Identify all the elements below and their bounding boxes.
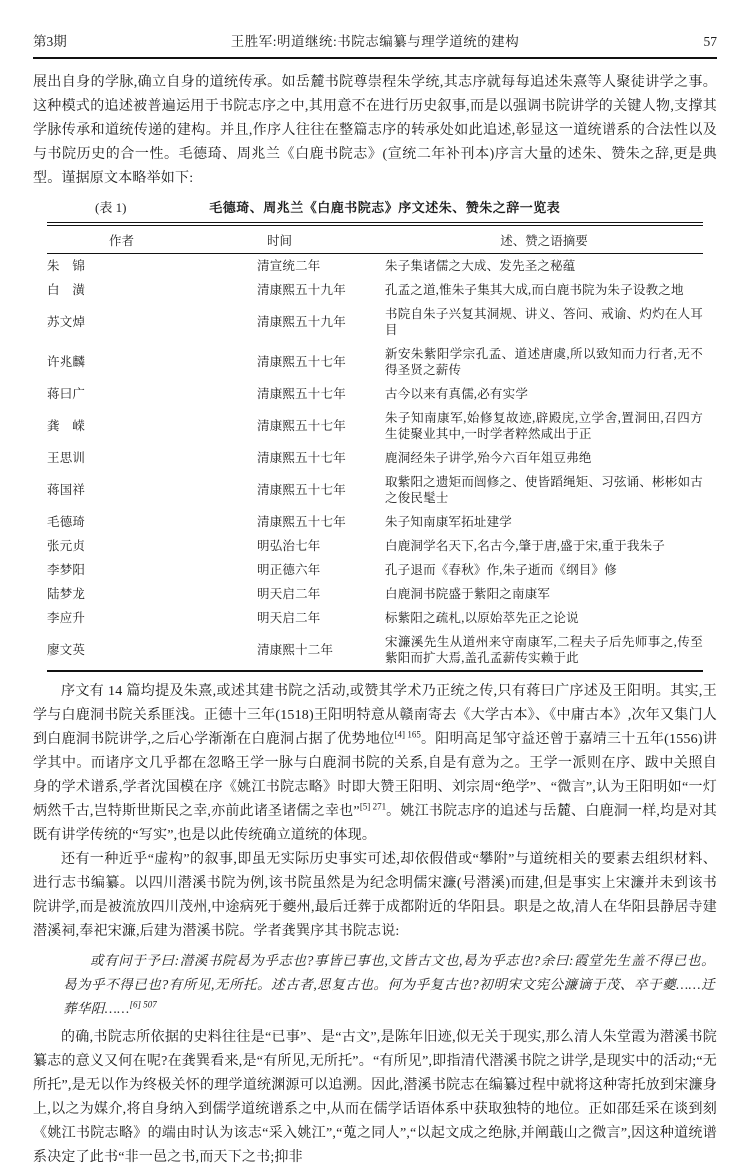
paragraph-2-text-3: 。姚江书院志序的追述与岳麓、白鹿洞一样,均是对其既有讲学传统的“写实”,也是以此传统确立道统的体现。	[33, 804, 717, 843]
quote-cell: 朱子知南康军拓址建学	[385, 515, 513, 529]
block-quote-text: 或有问于予曰:潜溪书院曷为乎志也?事皆已事也,文皆古文也,曷为乎志也?余曰:霞堂先生盖不得已也。曷为乎不得已也?有所见,无所托。述古者,思复古也。何为乎复古也?初明宋文宪公濂谪于茂、卒于夔……迁葬华阳……	[63, 953, 715, 1016]
quote-cell: 白鹿洞书院盛于紫阳之南康军	[385, 587, 551, 601]
author-cell: 李应升	[47, 611, 86, 625]
paragraph-2-text-1: 序文有 14 篇均提及朱熹,或述其建书院之活动,或赞其学术乃正统之传,只有蒋曰广序述及王阳明。其实,王学与白鹿洞书院关系匪浅。正德十三年(1518)王阳明特意从赣南寄去《大学古本》、《中庸古本》,次年又集门人到白鹿洞书院讲学,之后心学渐渐在白鹿洞占据了优势地位	[33, 684, 717, 747]
time-cell: 明正德六年	[257, 563, 321, 577]
author-cell: 毛德琦	[47, 515, 86, 529]
table-row	[47, 278, 703, 302]
author-cell: 苏文焯	[47, 315, 86, 329]
time-cell: 明天启二年	[257, 611, 321, 625]
table-row	[47, 606, 703, 630]
author-cell: 张元贞	[47, 539, 86, 553]
quote-cell: 新安朱紫阳学宗孔孟、道述唐虞,所以致知而力行者,无不得圣贤之薪传	[385, 347, 703, 377]
quote-cell: 标紫阳之疏札,以原始萃先正之论说	[385, 611, 579, 625]
author-cell: 蒋曰广	[47, 387, 86, 401]
author-cell: 陆梦龙	[47, 587, 86, 601]
paragraph-2	[33, 680, 717, 848]
block-quote	[63, 949, 715, 1021]
time-cell: 清康熙五十七年	[257, 451, 346, 465]
paragraph-2-text-2: 。阳明高足邹守益还曾于嘉靖三十五年(1556)讲学其中。而诸序文几乎都在忽略王学一脉与白鹿洞书院的关系,自是有意为之。王学一派则在序、跋中关照自身的学术谱系,学者沈国模在序《姚江书院志略》时即大赞王阳明、刘宗周“绝学”、“微言”,认为王阳明如“一灯炳然千古,岂特斯世斯民之幸,亦前此诸圣诸儒之幸也”	[33, 732, 717, 819]
column-header-time: 时间	[257, 224, 385, 254]
time-cell: 清康熙五十九年	[257, 283, 346, 297]
page-header	[33, 30, 717, 59]
author-cell: 龚 嵘	[47, 419, 86, 433]
table-row	[47, 630, 703, 671]
quote-cell: 孔子退而《春秋》作,朱子逝而《纲目》修	[385, 563, 617, 577]
citation-ref-5: [5] 271	[359, 801, 387, 812]
quote-cell: 取紫阳之遗矩而闿修之、使皆蹈绳矩、习弦诵、彬彬如古之俊民髦士	[385, 475, 703, 505]
time-cell: 清康熙十二年	[257, 643, 334, 657]
table-row	[47, 510, 703, 534]
table-row	[47, 446, 703, 470]
paragraph-3: 还有一种近乎“虚构”的叙事,即虽无实际历史事实可述,却依假借或“攀附”与道统相关的要素去组织材料、进行志书编纂。以四川潜溪书院为例,该书院虽然是为纪念明儒宋濂(号潜溪)而建,但是事实上宋濂并未到该书院讲学,而是被流放四川茂州,中途病死于夔州,最后迁葬于成都附近的华阳县。职是之故,清人在华阳县静居寺建潜溪祠,奉祀宋濂,后建为潜溪书院。学者龚巽序其书院志说:	[33, 852, 717, 939]
table-caption	[47, 197, 703, 216]
author-cell: 廖文英	[47, 643, 86, 657]
quote-cell: 朱子知南康军,始修复故迹,辟殿庑,立学舍,置洞田,召四方生徒聚业其中,一时学者粹然咸出于正	[385, 411, 703, 441]
quote-cell: 孔孟之道,惟朱子集其大成,而白鹿书院为朱子设教之地	[385, 283, 684, 297]
author-cell: 白 潢	[47, 283, 86, 297]
table-1-section	[47, 197, 703, 672]
table-row	[47, 406, 703, 446]
time-cell: 清康熙五十七年	[257, 387, 346, 401]
time-cell: 明弘治七年	[257, 539, 321, 553]
time-cell: 清康熙五十九年	[257, 315, 346, 329]
table-header-row	[47, 224, 703, 254]
page-number: 57	[703, 34, 717, 49]
citation-ref-4: [4] 165	[394, 729, 421, 740]
author-cell: 李梦阳	[47, 563, 86, 577]
quote-cell: 古今以来有真儒,必有实学	[385, 387, 529, 401]
time-cell: 清康熙五十七年	[257, 419, 346, 433]
time-cell: 清康熙五十七年	[257, 483, 346, 497]
time-cell: 清宣统二年	[257, 259, 321, 273]
paragraph-1: 展出自身的学脉,确立自身的道统传承。如岳麓书院尊崇程朱学统,其志序就每每追述朱熹等人聚徒讲学之事。这种模式的追述被普遍运用于书院志序之中,其用意不在进行历史叙事,而是以强调书院讲学的关键人物,支撑其学脉传承和道统传递的建构。并且,作序人往往在整篇志序的转承处如此追述,彰显这一道统谱系的合法性以及与书院历史的合一性。毛德琦、周兆兰《白鹿书院志》(宣统二年补刊本)序言大量的述朱、赞朱之辞,更是典型。谨据原文本略举如下:	[33, 75, 717, 186]
author-cell: 王思训	[47, 451, 86, 465]
quote-cell: 朱子集诸儒之大成、发先圣之秘蕴	[385, 259, 576, 273]
table-row	[47, 582, 703, 606]
table-row	[47, 382, 703, 406]
paragraph-4: 的确,书院志所依据的史料往往是“已事”、是“古文”,是陈年旧迹,似无关于现实,那么清人朱堂霞为潜溪书院纂志的意义又何在呢?在龚巽看来,是“有所见,无所托”。“有所见”,即指清代潜溪书院之讲学,是现实中的活动;“无所托”,是无以作为终极关怀的理学道统渊源可以追溯。因此,潜溪书院志在编纂过程中就将这种寄托放到宋濂身上,以之为媒介,将自身纳入到儒学道统谱系之中,从而在儒学话语体系中获取独特的地位。正如邵廷采在谈到刻《姚江书院志略》的端由时认为该志“采入姚江”,“蒐之同人”,“以起文成之绝脉,并阐蕺山之微言”,因这种道统谱系决定了此书“非一邑之书,而天下之书;抑非	[33, 1030, 717, 1165]
column-header-quote: 述、赞之语摘要	[385, 224, 703, 254]
time-cell: 明天启二年	[257, 587, 321, 601]
time-cell: 清康熙五十七年	[257, 355, 346, 369]
table-row	[47, 342, 703, 382]
table-title: 毛德琦、周兆兰《白鹿书院志》序文述朱、赞朱之辞一览表	[209, 200, 561, 215]
table-label: (表 1)	[95, 200, 127, 215]
author-cell: 朱 锦	[47, 259, 86, 273]
quote-cell: 宋濂溪先生从道州来守南康军,二程夫子后先师事之,传至紫阳而扩大焉,盖孔孟薪传实赖于此	[385, 635, 703, 665]
table-1	[47, 222, 703, 672]
table-row	[47, 254, 703, 279]
table-row	[47, 302, 703, 342]
table-row	[47, 470, 703, 510]
quote-cell: 书院自朱子兴复其洞规、讲义、答问、戒谕、灼灼在人耳目	[385, 307, 703, 337]
author-cell: 许兆麟	[47, 355, 86, 369]
column-header-author: 作者	[47, 224, 257, 254]
journal-issue: 第3期	[33, 34, 67, 49]
citation-ref-6: [6] 507	[129, 999, 157, 1010]
quote-cell: 白鹿洞学名天下,名古今,肇于唐,盛于宋,重于我朱子	[385, 539, 666, 553]
table-row	[47, 534, 703, 558]
quote-cell: 鹿洞经朱子讲学,殆今六百年俎豆弗绝	[385, 451, 592, 465]
time-cell: 清康熙五十七年	[257, 515, 346, 529]
running-title: 王胜军:明道继统:书院志编纂与理学道统的建构	[230, 34, 520, 49]
author-cell: 蒋国祥	[47, 483, 86, 497]
table-row	[47, 558, 703, 582]
